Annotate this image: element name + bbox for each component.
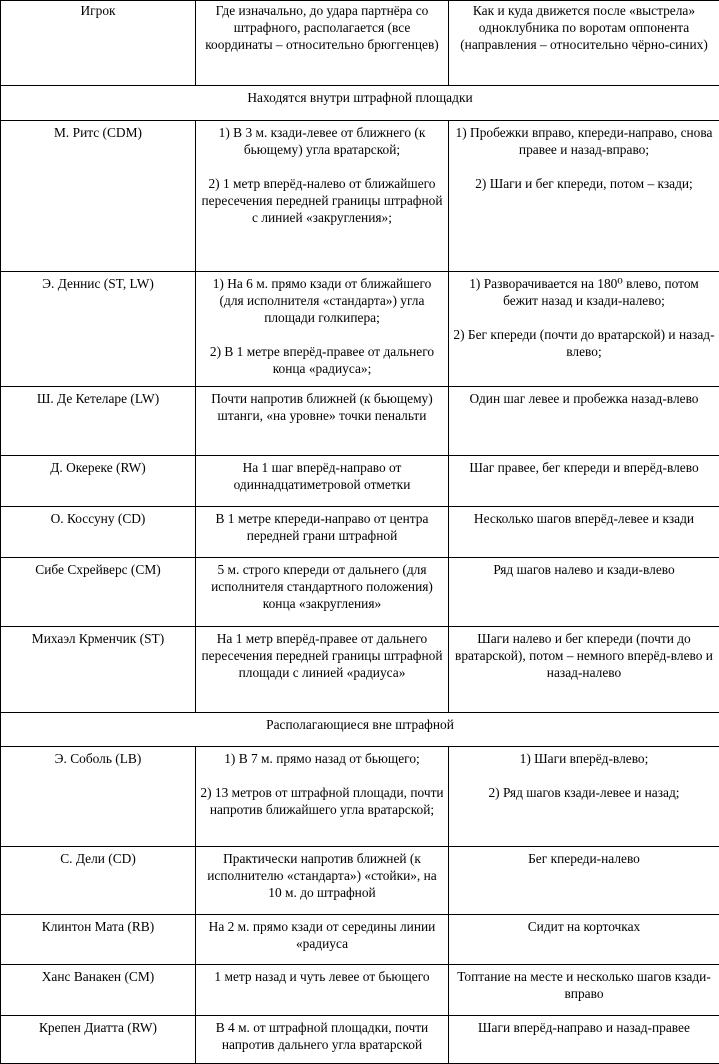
player-cell: Э. Соболь (LB) [1,747,196,847]
header-move: Как и куда движется после «выстрела» одноклубника по воротам оппонента (направления – относительно чёрно-синих) [449,1,719,86]
player-cell: С. Дели (CD) [1,847,196,915]
header-start: Где изначально, до удара партнёра со штрафного, располагается (все координаты – относительно брюггенцев) [196,1,449,86]
table-row [1,456,719,507]
section-row [1,713,719,747]
move-cell: Один шаг левее и пробежка назад-влево [449,387,719,456]
player-cell: Ханс Ванакен (CM) [1,965,196,1016]
start-cell: На 2 м. прямо кзади от середины линии «радиуса [196,915,449,965]
start-cell: 5 м. строго кпереди от дальнего (для исполнителя стандартного положения) конца «закругления» [196,558,449,627]
move-cell: Топтание на месте и несколько шагов кзади-вправо [449,965,719,1016]
move-cell: 1) Разворачивается на 180⁰ влево, потом бежит назад и кзади-налево; 2) Бег кпереди (почти до вратарской) и назад-влево; [449,272,719,387]
start-cell: В 4 м. от штрафной площадки, почти напротив дальнего угла вратарской [196,1016,449,1064]
start-cell: На 1 метр вперёд-правее от дальнего пересечения передней границы штрафной площади с линией «радиуса» [196,627,449,713]
start-cell: Практически напротив ближней (к исполнителю «стандарта») «стойки», на 10 м. до штрафной [196,847,449,915]
section-title: Располагающиеся вне штрафной [1,713,719,747]
section-title: Находятся внутри штрафной площадки [1,86,719,121]
start-cell: 1) В 3 м. кзади-левее от ближнего (к бьющему) угла вратарской; 2) 1 метр вперёд-налево от ближайшего пересечения передней границы штрафной с линией «закругления»; [196,121,449,272]
player-cell: Крепен Диатта (RW) [1,1016,196,1064]
table-row [1,915,719,965]
start-cell: На 1 шаг вперёд-направо от одиннадцатиметровой отметки [196,456,449,507]
section-row [1,86,719,121]
player-cell: М. Ритс (CDM) [1,121,196,272]
player-cell: Э. Деннис (ST, LW) [1,272,196,387]
move-cell: Шаги вперёд-направо и назад-правее [449,1016,719,1064]
player-cell: Клинтон Мата (RB) [1,915,196,965]
move-cell: Сидит на корточках [449,915,719,965]
player-cell: Д. Окереке (RW) [1,456,196,507]
move-cell: 1) Пробежки вправо, кпереди-направо, снова правее и назад-вправо; 2) Шаги и бег кпереди, потом – кзади; [449,121,719,272]
start-cell: 1) В 7 м. прямо назад от бьющего; 2) 13 метров от штрафной площади, почти напротив ближайшего угла вратарской; [196,747,449,847]
move-cell: Несколько шагов вперёд-левее и кзади [449,507,719,558]
table-row [1,507,719,558]
start-cell: 1) На 6 м. прямо кзади от ближайшего (для исполнителя «стандарта») угла площади голкипера; 2) В 1 метре вперёд-правее от дальнего конца «радиуса»; [196,272,449,387]
table-row [1,121,719,272]
table-row [1,847,719,915]
move-cell: Ряд шагов налево и кзади-влево [449,558,719,627]
start-cell: 1 метр назад и чуть левее от бьющего [196,965,449,1016]
move-cell: Шаги налево и бег кпереди (почти до вратарской), потом – немного вперёд-влево и назад-налево [449,627,719,713]
table-row [1,558,719,627]
table-row [1,627,719,713]
table-row [1,1016,719,1064]
header-row [1,1,719,86]
table-row [1,965,719,1016]
start-cell: В 1 метре кпереди-направо от центра передней грани штрафной [196,507,449,558]
player-cell: Сибе Схрейверс (CM) [1,558,196,627]
start-cell: Почти напротив ближней (к бьющему) штанги, «на уровне» точки пенальти [196,387,449,456]
move-cell: Шаг правее, бег кпереди и вперёд-влево [449,456,719,507]
move-cell: Бег кпереди-налево [449,847,719,915]
header-player: Игрок [1,1,196,86]
table-row [1,747,719,847]
move-cell: 1) Шаги вперёд-влево; 2) Ряд шагов кзади-левее и назад; [449,747,719,847]
table-row [1,272,719,387]
table-row [1,387,719,456]
player-cell: О. Коссуну (CD) [1,507,196,558]
player-cell: Ш. Де Кетеларе (LW) [1,387,196,456]
player-cell: Михаэл Крменчик (ST) [1,627,196,713]
